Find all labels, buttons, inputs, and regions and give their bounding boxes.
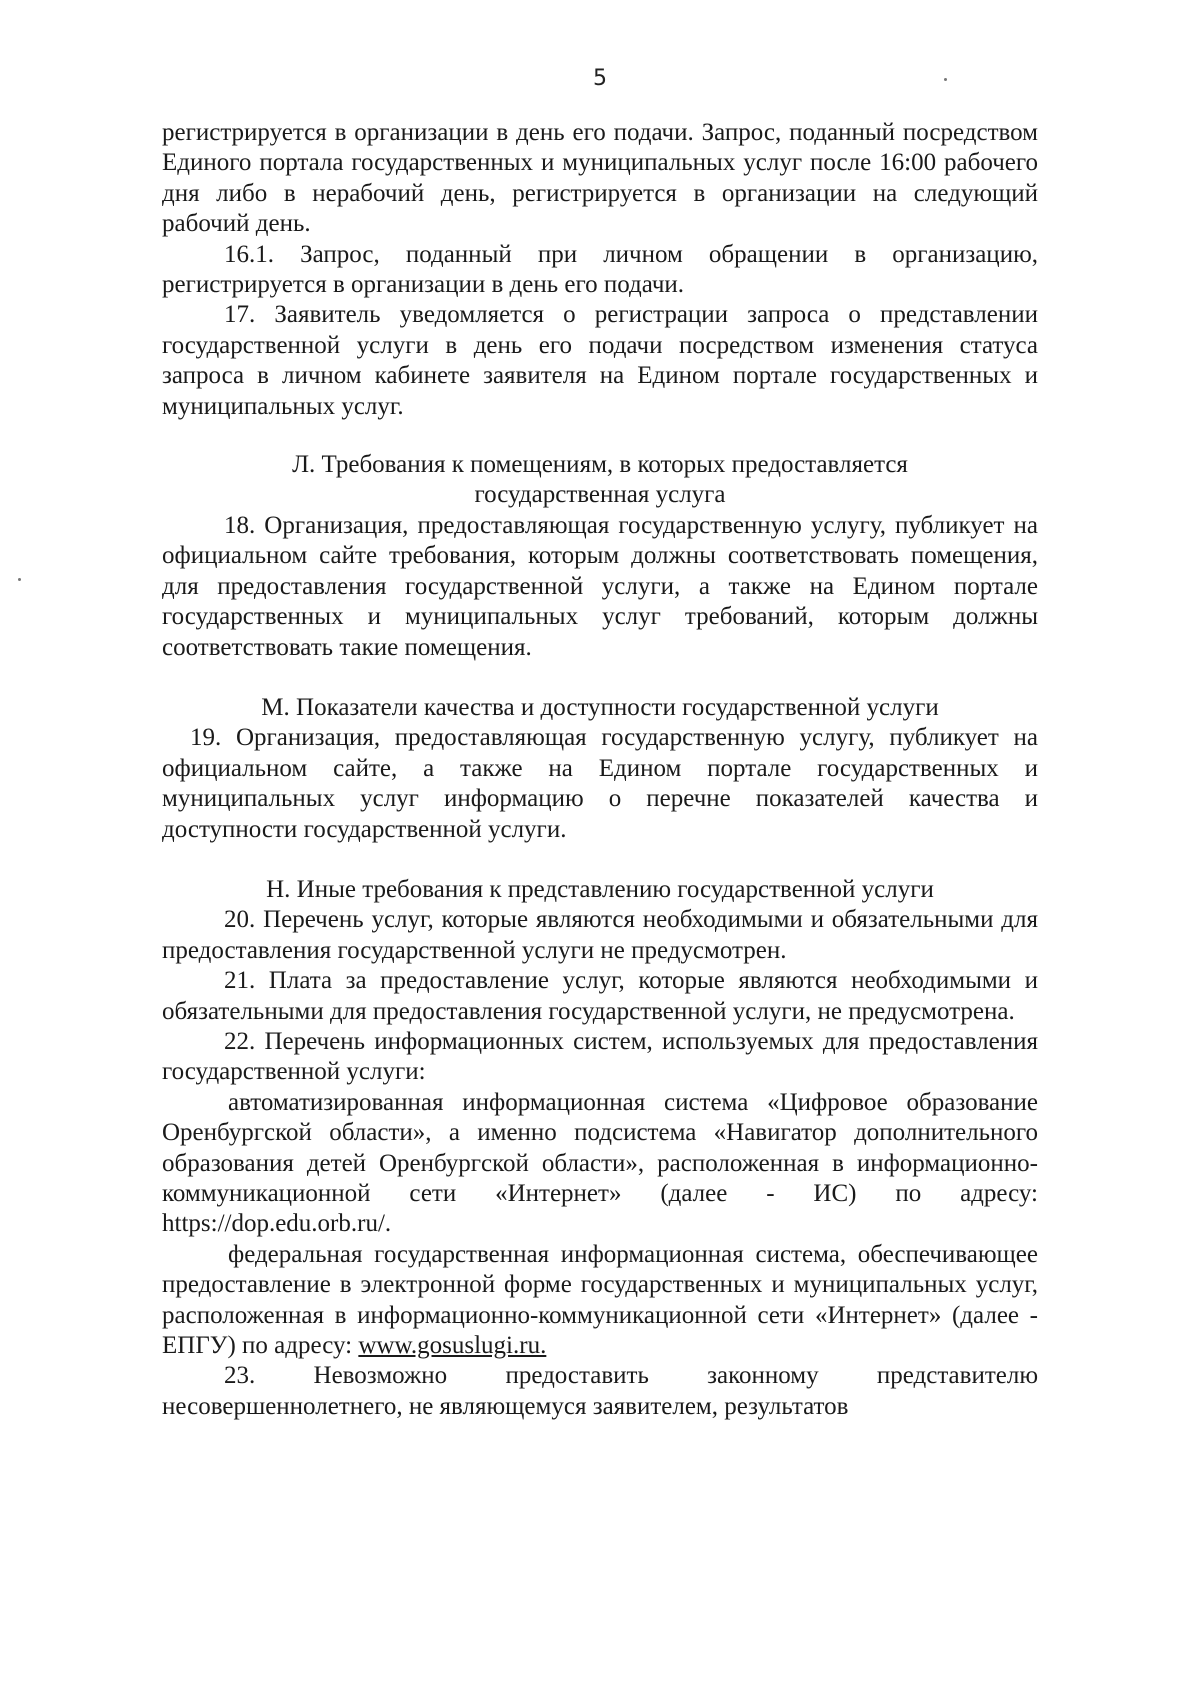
paragraph-continuation: регистрируется в организации в день его подачи. Запрос, поданный посредством Единого портала государственных и муниципальных услуг после 16:00 рабочего дня либо в нерабочий день, регистрируется в организации на следующий рабочий день.: [162, 119, 1038, 238]
paragraph-18: 18. Организация, предоставляющая государственную услугу, публикует на официальном сайте требования, которым должны соответствовать помещения, для предоставления государственной услуги, а также на Едином портале государственных и муниципальных услуг требований, которым должны соответствовать такие помещения.: [162, 511, 1038, 661]
paragraph-22-system-ais: автоматизированная информационная система «Цифровое образование Оренбургской области», а именно подсистема «Навигатор дополнительного образования детей Оренбургской области», расположенная в информационно-коммуникационной сети «Интернет» (далее - ИС) по адресу: https://dop.edu.orb.ru/.: [162, 1088, 1038, 1238]
paragraph-23: 23. Невозможно предоставить законному представителю несовершеннолетнего, не являющемуся заявителем, результатов: [162, 1362, 1038, 1420]
paragraph-22-system-epgu: [162, 1240, 1038, 1362]
scan-speck: [18, 578, 21, 581]
paragraph-20: 20. Перечень услуг, которые являются необходимыми и обязательными для предоставления государственной услуги не предусмотрен.: [162, 906, 1038, 964]
paragraph-17: 17. Заявитель уведомляется о регистрации запроса о представлении государственной услуги в день его подачи посредством изменения статуса запроса в личном кабинете заявителя на Едином портале государственных и муниципальных услуг.: [162, 301, 1038, 420]
page-number: 5: [593, 66, 607, 91]
spacer: [162, 663, 1038, 693]
gosuslugi-link[interactable]: www.gosuslugi.ru.: [358, 1332, 547, 1360]
section-heading-l: [162, 450, 1038, 511]
section-heading-l-line2: государственная услуга: [474, 481, 726, 509]
spacer: [162, 845, 1038, 875]
paragraph-16-1: 16.1. Запрос, поданный при личном обращении в организацию, регистрируется в организации в день его подачи.: [162, 240, 1038, 299]
document-body: [162, 118, 1038, 1422]
paragraph-21: 21. Плата за предоставление услуг, которые являются необходимыми и обязательными для предоставления государственной услуги, не предусмотрена.: [162, 967, 1038, 1025]
spacer: [162, 422, 1038, 450]
section-heading-n: Н. Иные требования к представлению государственной услуги: [266, 875, 934, 903]
section-heading-l-line1: Л. Требования к помещениям, в которых предоставляется: [292, 451, 908, 479]
scan-speck: [944, 78, 947, 81]
paragraph-22-system-epgu-text: федеральная государственная информационная система, обеспечивающее предоставление в электронной форме государственных и муниципальных услуг, расположенная в информационно-коммуникационной сети «Интернет» (далее - ЕПГУ) по адресу:: [162, 1240, 1038, 1360]
paragraph-22: 22. Перечень информационных систем, используемых для предоставления государственной услуги:: [162, 1027, 1038, 1086]
paragraph-19: 19. Организация, предоставляющая государственную услугу, публикует на официальном сайте, а также на Едином портале государственных и муниципальных услуг информацию о перечне показателей качества и доступности государственной услуги.: [162, 724, 1038, 843]
section-heading-m: М. Показатели качества и доступности государственной услуги: [261, 693, 939, 721]
